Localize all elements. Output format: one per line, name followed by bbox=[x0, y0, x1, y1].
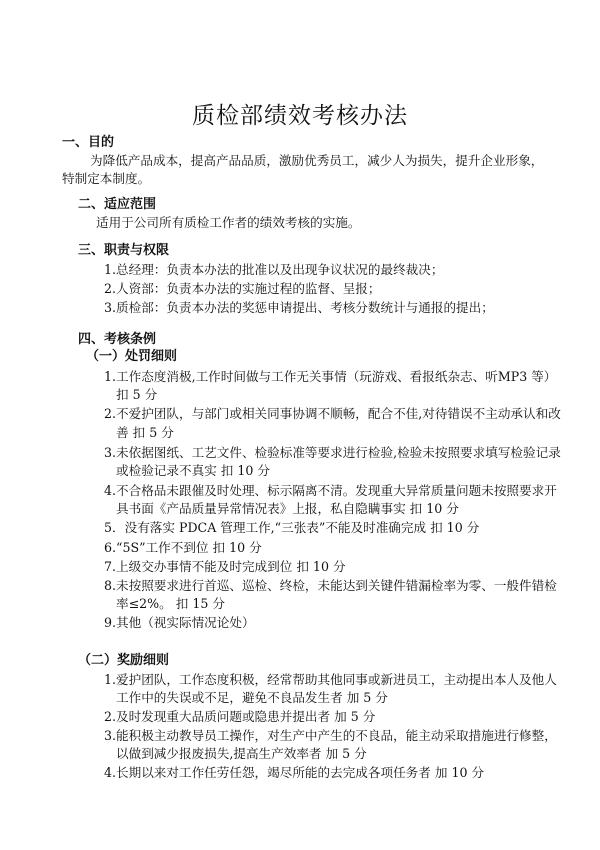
section-heading-scope: 二、适应范围 bbox=[78, 197, 157, 212]
list-item: 2.及时发现重大品质问题或隐患并提出者 加 5 分 bbox=[104, 709, 376, 724]
list-item: 8.未按照要求进行首巡、巡检、终检，未能达到关键件错漏检率为零、一般件错检 bbox=[104, 578, 557, 593]
subsection-heading-penalties: （一）处罚细则 bbox=[86, 349, 178, 364]
list-item: 2.人资部：负责本办法的实施过程的监督、呈报； bbox=[104, 281, 381, 296]
list-item: 2.不爱护团队，与部门或相关同事协调不顺畅，配合不佳,对待错误不主动承认和改 bbox=[104, 406, 561, 421]
list-item: 1.工作态度消极,工作时间做与工作无关事情（玩游戏、看报纸杂志、听MP3 等） bbox=[104, 369, 557, 384]
list-item-continuation: 率≤2%。 扣 15 分 bbox=[116, 596, 225, 611]
list-item-continuation: 以做到减少报废损失,提高生产效率者 加 5 分 bbox=[116, 746, 367, 761]
body-line: 特制定本制度。 bbox=[62, 171, 151, 186]
list-item-continuation: 具书面《产品质量异常情况表》上报，私自隐瞒事实 扣 10 分 bbox=[116, 501, 459, 516]
list-item: 4.长期以来对工作任劳任怨，竭尽所能的去完成各项任务者 加 10 分 bbox=[104, 765, 485, 780]
list-item: 3.能积极主动教导员工操作，对生产中产生的不良品，能主动采取措施进行修整， bbox=[104, 728, 557, 743]
body-line: 适用于公司所有质检工作者的绩效考核的实施。 bbox=[96, 215, 361, 230]
list-item: 3.未依据图纸、工艺文件、检验标准等要求进行检验,检验未按照要求填写检验记录 bbox=[104, 445, 561, 460]
list-item-continuation: 善 扣 5 分 bbox=[116, 425, 174, 440]
list-item: 6.“5S”工作不到位 扣 10 分 bbox=[104, 540, 262, 555]
list-item: 9.其他（视实际情况论处） bbox=[104, 615, 255, 630]
list-item: 3.质检部：负责本办法的奖惩申请提出、考核分数统计与通报的提出； bbox=[104, 300, 494, 315]
list-item-continuation: 工作中的失误或不足，避免不良品发生者 加 5 分 bbox=[116, 690, 388, 705]
section-heading-assessment: 四、考核条例 bbox=[78, 332, 157, 347]
list-item: 1.爱护团队，工作态度积极，经常帮助其他同事或新进员工，主动提出本人及他人 bbox=[104, 672, 557, 687]
list-item: 4.不合格品未跟催及时处理、标示隔离不清。发现重大异常质量问题未按照要求开 bbox=[104, 483, 557, 498]
subsection-heading-rewards: （二）奖励细则 bbox=[78, 653, 170, 668]
list-item: 5．没有落实 PDCA 管理工作,“三张表”不能及时准确完成 扣 10 分 bbox=[104, 520, 480, 535]
section-heading-responsibilities: 三、职责与权限 bbox=[78, 243, 170, 258]
list-item-continuation: 或检验记录不真实 扣 10 分 bbox=[116, 463, 270, 478]
list-item: 7.上级交办事情不能及时完成到位 扣 10 分 bbox=[104, 559, 346, 574]
list-item: 1.总经理：负责本办法的批准以及出现争议状况的最终裁决； bbox=[104, 262, 444, 277]
document-title: 质检部绩效考核办法 bbox=[192, 103, 408, 129]
section-heading-purpose: 一、目的 bbox=[62, 135, 115, 150]
list-item-continuation: 扣 5 分 bbox=[116, 387, 158, 402]
body-line: 为降低产品成本，提高产品品质，激励优秀员工，减少人为损失，提升企业形象， bbox=[90, 153, 544, 168]
